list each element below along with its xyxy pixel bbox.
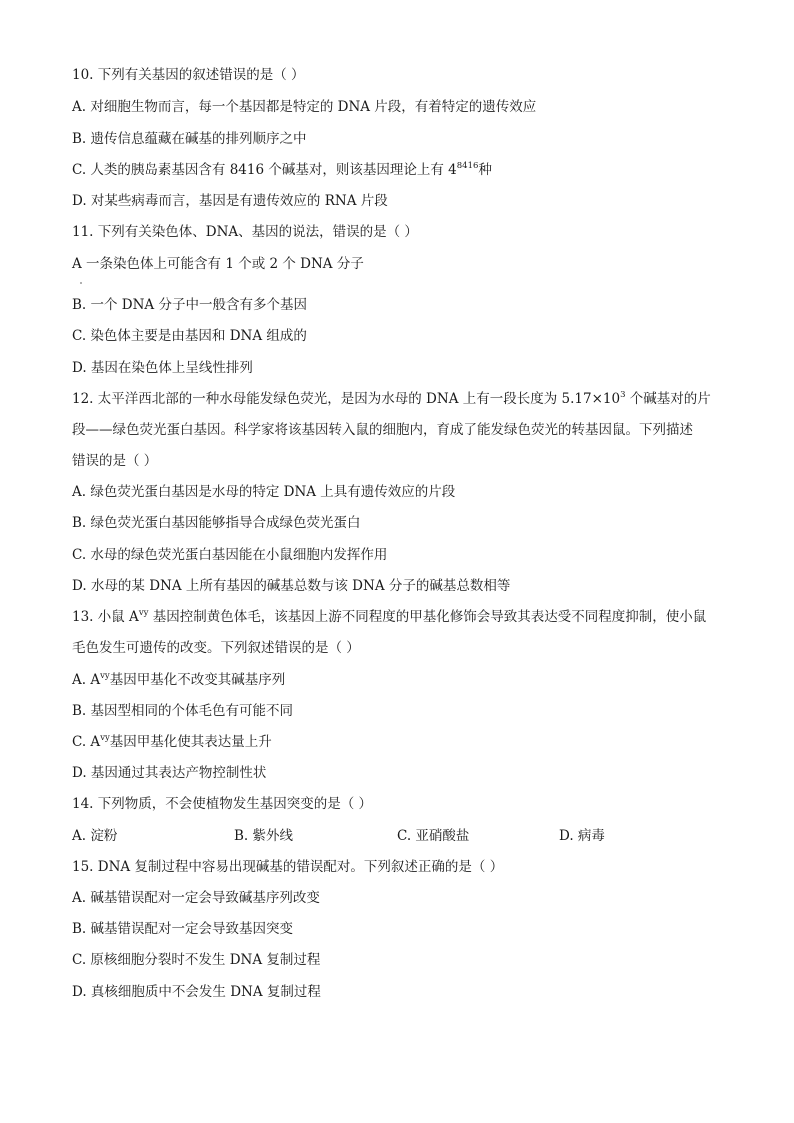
question-15-option-b: B. 碱基错误配对一定会导致基因突变 <box>72 921 294 937</box>
stem-text-suffix: 个碱基对的片 <box>625 391 711 407</box>
question-15-option-d: D. 真核细胞质中不会发生 DNA 复制过程 <box>72 984 321 1000</box>
question-14-option-c: C. 亚硝酸盐 <box>397 828 470 844</box>
option-c-text: C. 人类的胰岛素基因含有 8416 个碱基对，则该基因理论上有 4 <box>72 162 457 178</box>
question-12-stem-line-1 <box>72 389 711 409</box>
option-c-suffix: 种 <box>478 162 492 178</box>
question-12-stem-line-2: 段——绿色荧光蛋白基因。科学家将该基因转入鼠的细胞内，育成了能发绿色荧光的转基因鼠。下列描述 <box>72 422 693 438</box>
stem-text-suffix: 基因控制黄色体毛，该基因上游不同程度的甲基化修饰会导致其表达受不同程度抑制，使小鼠 <box>148 609 707 625</box>
question-15-option-c: C. 原核细胞分裂时不发生 DNA 复制过程 <box>72 952 321 968</box>
question-11-option-b: B. 一个 DNA 分子中一般含有多个基因 <box>72 297 307 313</box>
question-13-stem-line-1 <box>72 607 706 627</box>
exponent: 8416 <box>456 161 479 171</box>
option-a-text: A. A <box>72 672 101 688</box>
question-12-option-c: C. 水母的绿色荧光蛋白基因能在小鼠细胞内发挥作用 <box>72 547 388 563</box>
question-13-option-d: D. 基因通过其表达产物控制性状 <box>72 765 267 781</box>
question-14-option-d: D. 病毒 <box>559 828 605 844</box>
superscript: vy <box>100 671 110 681</box>
question-11-stem: 11. 下列有关染色体、DNA、基因的说法，错误的是（ ） <box>72 224 418 240</box>
question-12-stem-line-3: 错误的是（ ） <box>72 453 158 469</box>
question-10-option-c <box>72 160 492 180</box>
exponent: 3 <box>620 390 626 400</box>
question-11-option-c: C. 染色体主要是由基因和 DNA 组成的 <box>72 328 307 344</box>
option-c-text: C. A <box>72 734 101 750</box>
question-12-option-b: B. 绿色荧光蛋白基因能够指导合成绿色荧光蛋白 <box>72 515 361 531</box>
question-12-option-d: D. 水母的某 DNA 上所有基因的碱基总数与该 DNA 分子的碱基总数相等 <box>72 578 511 594</box>
question-14-option-a: A. 淀粉 <box>72 828 118 844</box>
question-13-option-b: B. 基因型相同的个体毛色有可能不同 <box>72 703 294 719</box>
option-c-suffix: 基因甲基化使其表达量上升 <box>109 734 272 750</box>
question-10-option-a: A. 对细胞生物而言，每一个基因都是特定的 DNA 片段，有着特定的遗传效应 <box>72 99 537 115</box>
question-13-option-c <box>72 732 272 752</box>
question-11-option-d: D. 基因在染色体上呈线性排列 <box>72 360 253 376</box>
question-10-option-b: B. 遗传信息蕴藏在碱基的排列顺序之中 <box>72 131 307 147</box>
question-14-stem: 14. 下列物质，不会使植物发生基因突变的是（ ） <box>72 796 373 812</box>
question-15-stem: 15. DNA 复制过程中容易出现碱基的错误配对。下列叙述正确的是（ ） <box>72 859 504 875</box>
stem-text: 13. 小鼠 A <box>72 609 139 625</box>
question-12-option-a: A. 绿色荧光蛋白基因是水母的特定 DNA 上具有遗传效应的片段 <box>72 484 456 500</box>
option-a-suffix: 基因甲基化不改变其碱基序列 <box>109 672 286 688</box>
question-10-option-d: D. 对某些病毒而言，基因是有遗传效应的 RNA 片段 <box>72 193 388 209</box>
question-10-stem: 10. 下列有关基因的叙述错误的是（ ） <box>72 67 305 83</box>
stem-text: 12. 太平洋西北部的一种水母能发绿色荧光，是因为水母的 DNA 上有一段长度为 5.17×10 <box>72 391 621 407</box>
stray-dot <box>80 282 82 284</box>
question-13-stem-line-2: 毛色发生可遗传的改变。下列叙述错误的是（ ） <box>72 640 360 656</box>
question-15-option-a: A. 碱基错误配对一定会导致碱基序列改变 <box>72 890 320 906</box>
superscript: vy <box>138 608 149 618</box>
superscript: vy <box>100 733 110 743</box>
question-14-option-b: B. 紫外线 <box>234 828 294 844</box>
question-13-option-a <box>72 670 285 690</box>
question-11-option-a: A 一条染色体上可能含有 1 个或 2 个 DNA 分子 <box>72 256 364 272</box>
